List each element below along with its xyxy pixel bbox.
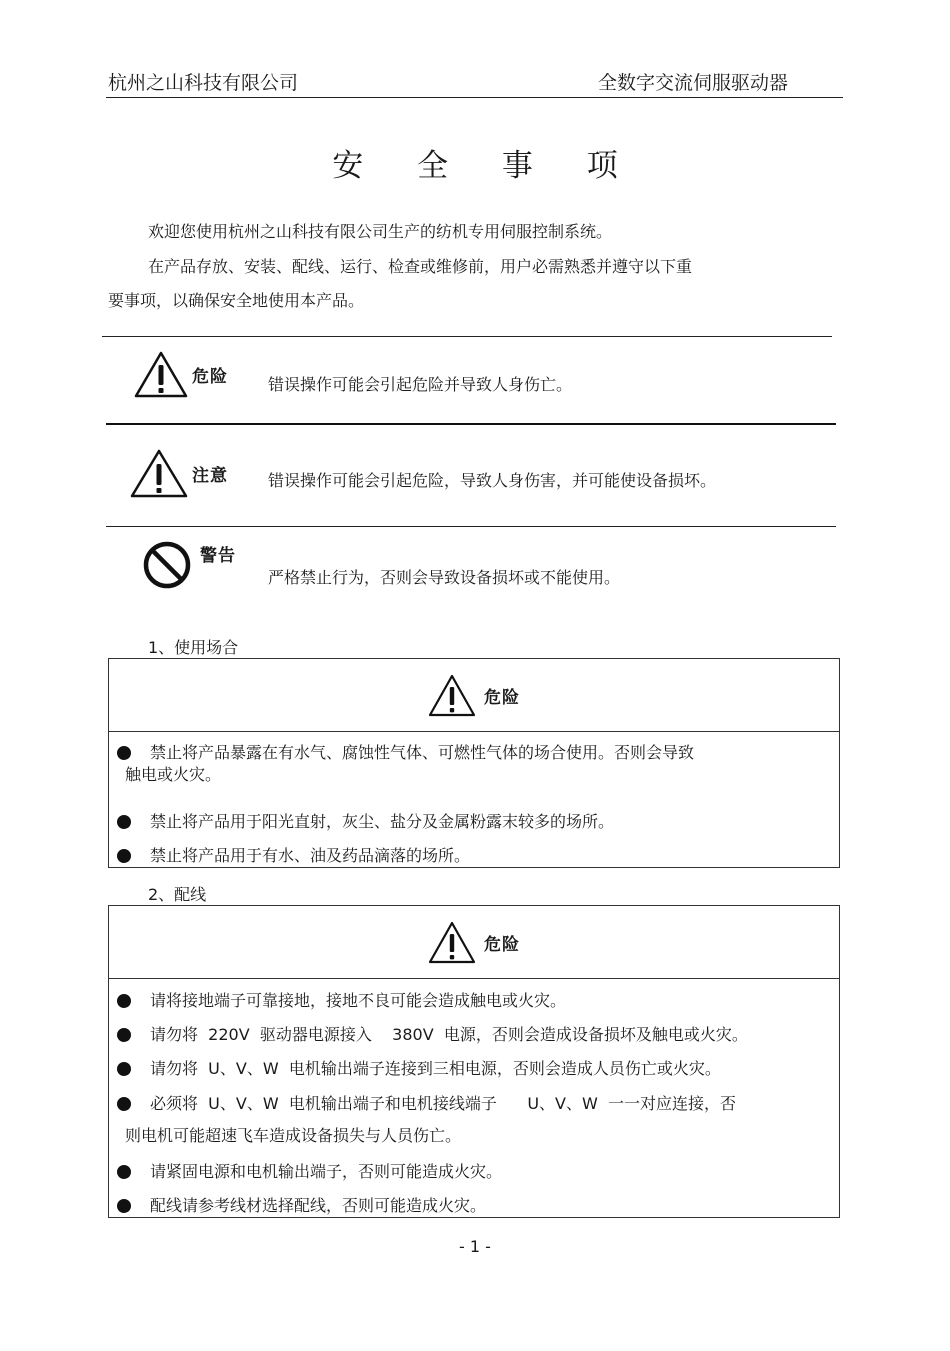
section-1-box xyxy=(108,658,840,868)
section-1-box-label: 危险 xyxy=(484,687,520,708)
list-item-text: 请将接地端子可靠接地，接地不良可能会造成触电或火灾。 xyxy=(150,991,567,1010)
prohibited-icon xyxy=(142,540,192,590)
page-number: - 1 - xyxy=(459,1237,491,1256)
legend-caution-label: 注意 xyxy=(192,465,228,486)
warning-triangle-icon xyxy=(130,448,188,498)
warning-triangle-icon xyxy=(428,673,476,717)
list-item-text-continued: 则电机可能超速飞车造成设备损失与人员伤亡。 xyxy=(125,1126,462,1145)
list-item xyxy=(117,1093,827,1147)
legend-divider-top xyxy=(102,336,832,337)
legend-caution-symbol xyxy=(130,448,228,498)
legend-warning-symbol xyxy=(142,540,236,590)
list-item-text: 请勿将 220V 驱动器电源接入 380V 电源，否则会造成设备损坏及触电或火灾。 xyxy=(150,1025,748,1044)
list-item xyxy=(117,742,827,786)
bullet-icon xyxy=(117,1199,131,1213)
list-item-text: 禁止将产品用于有水、油及药品滴落的场所。 xyxy=(150,846,471,865)
bullet-icon xyxy=(117,994,131,1008)
list-item xyxy=(117,811,827,833)
page-title: 安 全 事 项 xyxy=(332,148,640,184)
warning-triangle-icon xyxy=(428,920,476,964)
list-item-text: 必须将 U、V、W 电机输出端子和电机接线端子 U、V、W 一一对应连接，否 xyxy=(150,1094,736,1113)
bullet-icon xyxy=(117,815,131,829)
section-1-box-header xyxy=(109,659,839,732)
section-2-box-header xyxy=(109,906,839,979)
legend-danger-desc: 错误操作可能会引起危险并导致人身伤亡。 xyxy=(268,375,573,394)
legend-danger-label: 危险 xyxy=(192,366,228,387)
bullet-icon xyxy=(117,849,131,863)
list-item xyxy=(117,990,827,1012)
section-2-box xyxy=(108,905,840,1218)
header-product: 全数字交流伺服驱动器 xyxy=(598,72,789,94)
intro-line-2: 在产品存放、安装、配线、运行、检查或维修前，用户必需熟悉并遵守以下重 xyxy=(148,257,693,276)
list-item xyxy=(117,1024,827,1046)
list-item-text: 请紧固电源和电机输出端子，否则可能造成火灾。 xyxy=(150,1162,503,1181)
list-item-text: 配线请参考线材选择配线，否则可能造成火灾。 xyxy=(150,1196,487,1215)
section-2-box-label: 危险 xyxy=(484,934,520,955)
warning-triangle-icon xyxy=(134,350,188,398)
header-company: 杭州之山科技有限公司 xyxy=(108,72,299,94)
bullet-icon xyxy=(117,1165,131,1179)
list-item-text: 请勿将 U、V、W 电机输出端子连接到三相电源，否则会造成人员伤亡或火灾。 xyxy=(150,1059,721,1078)
header-divider xyxy=(106,97,843,98)
legend-danger-symbol xyxy=(134,350,228,398)
section-1-heading: 1、使用场合 xyxy=(148,638,239,657)
section-2-heading: 2、配线 xyxy=(148,885,207,904)
bullet-icon xyxy=(117,1062,131,1076)
bullet-icon xyxy=(117,746,131,760)
list-item-text-continued: 触电或火灾。 xyxy=(125,765,222,784)
legend-warning-label: 警告 xyxy=(200,545,236,566)
list-item-text: 禁止将产品用于阳光直射，灰尘、盐分及金属粉露末较多的场所。 xyxy=(150,812,615,831)
list-item xyxy=(117,1161,827,1183)
list-item xyxy=(117,845,827,867)
legend-caution-desc: 错误操作可能会引起危险，导致人身伤害，并可能使设备损坏。 xyxy=(268,471,717,490)
intro-line-1: 欢迎您使用杭州之山科技有限公司生产的纺机专用伺服控制系统。 xyxy=(148,222,613,241)
list-item-text: 禁止将产品暴露在有水气、腐蚀性气体、可燃性气体的场合使用。否则会导致 xyxy=(150,743,695,762)
list-item xyxy=(117,1058,827,1080)
bullet-icon xyxy=(117,1028,131,1042)
list-item xyxy=(117,1195,827,1217)
legend-warning-desc: 严格禁止行为，否则会导致设备损坏或不能使用。 xyxy=(268,568,621,587)
intro-line-3: 要事项，以确保安全地使用本产品。 xyxy=(108,291,365,310)
legend-divider-bottom xyxy=(106,526,836,527)
bullet-icon xyxy=(117,1097,131,1111)
legend-divider-middle xyxy=(106,423,836,425)
